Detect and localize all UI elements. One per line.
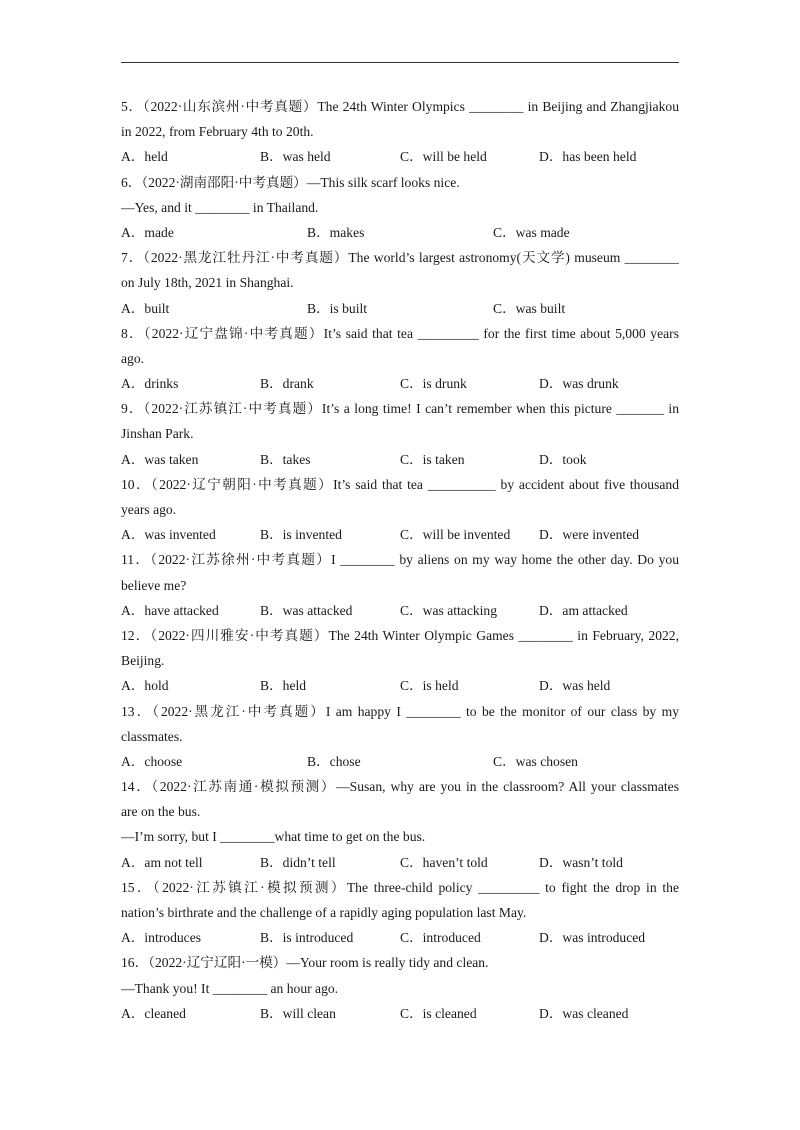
answer-option: B．is introduced xyxy=(260,930,354,946)
answer-option: C．will be held xyxy=(400,149,487,165)
answer-option: B．drank xyxy=(260,376,314,392)
answer-option: A．am not tell xyxy=(121,854,203,870)
question-stem-continued: believe me? xyxy=(121,577,187,593)
question-stem-continued: —Thank you! It ________ an hour ago. xyxy=(121,980,339,996)
answer-option: B．is invented xyxy=(260,527,342,543)
answer-options xyxy=(121,598,679,623)
answer-option: A．drinks xyxy=(121,376,179,392)
answer-option: A．was taken xyxy=(121,451,199,467)
question-stem-continued: on July 18th, 2021 in Shanghai. xyxy=(121,275,294,291)
question-stem: 12．（2022·四川雅安·中考真题）The 24th Winter Olympic Games ________ in February, 2022, xyxy=(121,627,679,643)
question-stem: 11．（2022·江苏徐州·中考真题）I ________ by aliens on my way home the other day. Do you xyxy=(121,552,679,568)
answer-option: D．was introduced xyxy=(539,930,646,946)
question-item xyxy=(121,623,679,699)
question-item xyxy=(121,170,679,246)
question-item xyxy=(121,547,679,623)
answer-option: A．have attacked xyxy=(121,602,219,618)
question-stem: 9．（2022·江苏镇江·中考真题）It’s a long time! I can’t remember when this picture _______ in xyxy=(121,401,679,417)
answer-option: D．was cleaned xyxy=(539,1005,629,1021)
answer-option: B．didn’t tell xyxy=(260,854,336,870)
answer-option: C．was made xyxy=(493,224,570,240)
question-item xyxy=(121,472,679,548)
answer-option: C．is drunk xyxy=(400,376,467,392)
answer-option: A．choose xyxy=(121,753,183,769)
question-stem: 16．（2022·辽宁辽阳·一模）—Your room is really tidy and clean. xyxy=(121,955,489,971)
answer-options xyxy=(121,144,679,169)
question-stem: 10．（2022·辽宁朝阳·中考真题）It’s said that tea __________ by accident about five thousand xyxy=(121,476,679,492)
question-stem-continued: Beijing. xyxy=(121,653,165,669)
answer-options xyxy=(121,371,679,396)
answer-option: A．was invented xyxy=(121,527,216,543)
question-stem: 5．（2022·山东滨州·中考真题）The 24th Winter Olympics ________ in Beijing and Zhangjiakou xyxy=(121,99,679,114)
answer-option: D．were invented xyxy=(539,527,640,543)
answer-option: C．introduced xyxy=(400,930,481,946)
answer-option: C．is cleaned xyxy=(400,1005,477,1021)
question-item xyxy=(121,321,679,397)
answer-option: B．is built xyxy=(307,300,368,316)
answer-option: A．hold xyxy=(121,678,169,694)
question-item xyxy=(121,396,679,472)
answer-option: B．takes xyxy=(260,451,311,467)
answer-option: D．am attacked xyxy=(539,602,628,618)
question-item xyxy=(121,950,679,1026)
answer-options xyxy=(121,447,679,472)
answer-option: C．was built xyxy=(493,300,566,316)
question-stem-continued: classmates. xyxy=(121,728,183,744)
question-stem-continued: —I’m sorry, but I ________what time to get on the bus. xyxy=(121,829,426,845)
question-stem-continued: ago. xyxy=(121,350,145,366)
answer-options xyxy=(121,220,679,245)
question-stem-continued: in 2022, from February 4th to 20th. xyxy=(121,124,314,140)
question-stem-continued: —Yes, and it ________ in Thailand. xyxy=(121,199,319,215)
answer-option: A．cleaned xyxy=(121,1005,186,1021)
answer-option: C．was chosen xyxy=(493,753,578,769)
answer-option: C．was attacking xyxy=(400,602,498,618)
answer-options xyxy=(121,749,679,774)
answer-option: A．built xyxy=(121,300,170,316)
answer-option: C．is taken xyxy=(400,451,465,467)
question-item xyxy=(121,94,679,170)
question-stem: 15．（2022·江苏镇江·模拟预测）The three-child policy _________ to fight the drop in the xyxy=(121,879,679,895)
answer-options xyxy=(121,296,679,321)
question-item xyxy=(121,875,679,951)
question-stem: 7．（2022·黑龙江牡丹江·中考真题）The world’s largest astronomy(天文学) museum ________ xyxy=(121,250,679,266)
question-stem-continued: nation’s birthrate and the challenge of a rapidly aging population last May. xyxy=(121,905,527,920)
answer-option: A．introduces xyxy=(121,930,202,946)
answer-option: B．held xyxy=(260,678,307,694)
question-item xyxy=(121,774,679,875)
answer-option: D．was drunk xyxy=(539,376,619,392)
question-stem-continued: Jinshan Park. xyxy=(121,426,194,442)
answer-option: B．will clean xyxy=(260,1005,336,1021)
answer-options xyxy=(121,850,679,875)
answer-option: C．is held xyxy=(400,678,459,694)
answer-option: A．made xyxy=(121,224,174,240)
answer-option: B．chose xyxy=(307,753,361,769)
answer-option: D．was held xyxy=(539,678,611,694)
answer-options xyxy=(121,673,679,698)
answer-option: D．wasn’t told xyxy=(539,854,623,870)
question-stem: 13．（2022·黑龙江·中考真题）I am happy I ________ to be the monitor of our class by my xyxy=(121,703,679,719)
question-item xyxy=(121,245,679,321)
question-stem: 6．（2022·湖南邵阳·中考真题）—This silk scarf looks nice. xyxy=(121,174,460,190)
answer-option: D．took xyxy=(539,451,587,467)
answer-option: D．has been held xyxy=(539,149,637,165)
question-item xyxy=(121,699,679,775)
answer-option: C．haven’t told xyxy=(400,854,488,870)
answer-option: C．will be invented xyxy=(400,527,511,543)
question-stem-continued: years ago. xyxy=(121,502,177,517)
answer-option: A．held xyxy=(121,149,168,165)
answer-options xyxy=(121,522,679,547)
question-list xyxy=(121,94,679,1026)
header-rule xyxy=(121,62,679,63)
question-stem-continued: are on the bus. xyxy=(121,804,201,820)
question-stem: 8．（2022·辽宁盘锦·中考真题）It’s said that tea _________ for the first time about 5,000 years xyxy=(121,325,679,341)
answer-options xyxy=(121,925,679,950)
answer-option: B．was held xyxy=(260,149,331,165)
answer-option: B．was attacked xyxy=(260,602,353,618)
answer-options xyxy=(121,1001,679,1026)
question-stem: 14．（2022·江苏南通·模拟预测）—Susan, why are you in the classroom? All your classmates xyxy=(121,779,679,795)
answer-option: B．makes xyxy=(307,224,365,240)
